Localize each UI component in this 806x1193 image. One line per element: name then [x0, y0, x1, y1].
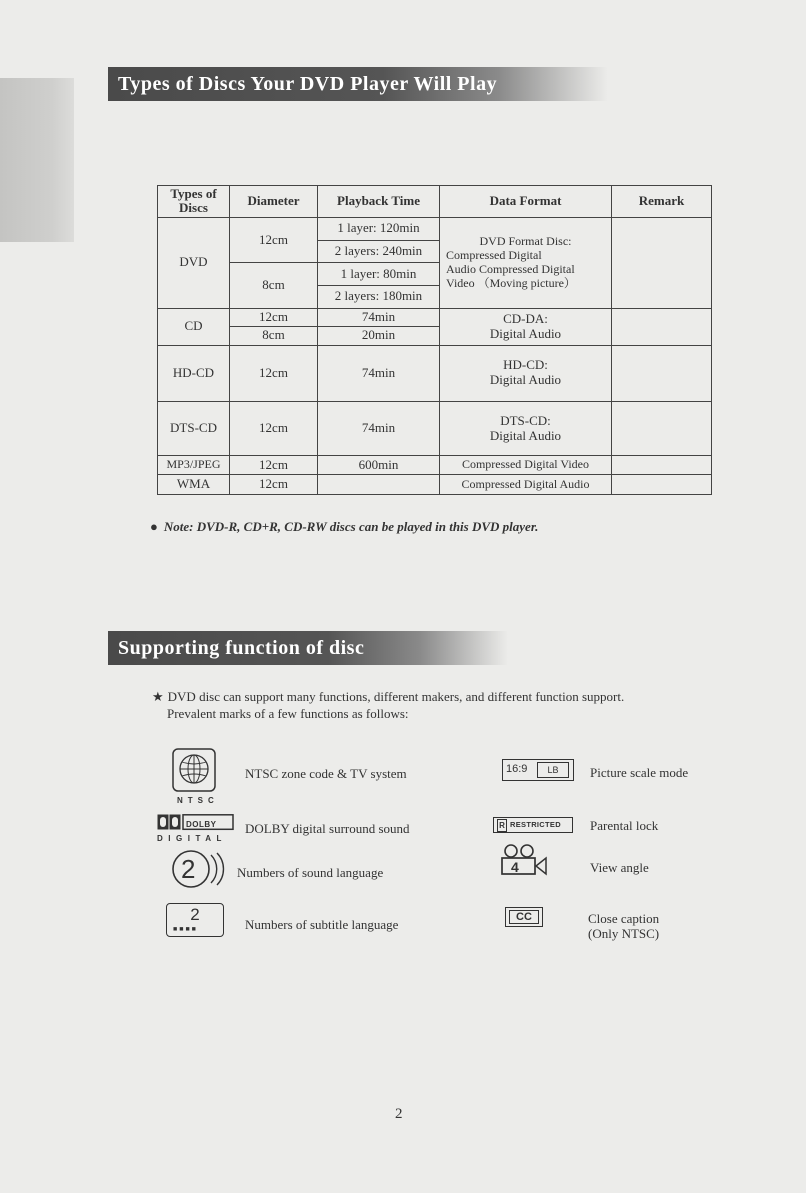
table-row: [158, 345, 712, 402]
cell-wma-format: Compressed Digital Audio: [440, 475, 612, 495]
cell-hdcd-remark: [612, 345, 712, 402]
intro-line-1: DVD disc can support many functions, different makers, and different function support.: [167, 689, 625, 704]
closed-caption-icon-text: CC: [509, 910, 539, 924]
side-tab-marker: [0, 78, 74, 242]
caption-line-1: Close caption: [588, 911, 660, 926]
star-icon: ★: [152, 689, 164, 704]
picture-scale-icon-lb: LB: [537, 762, 569, 778]
cell-dtscd-remark: [612, 402, 712, 456]
section-title-supporting-function: Supporting function of disc: [108, 631, 508, 665]
section-title-disc-types: Types of Discs Your DVD Player Will Play: [108, 67, 608, 101]
dolby-icon-text: DOLBY: [186, 820, 217, 829]
subtitle-dots-icon: ■■■■: [173, 926, 198, 933]
cell-type-wma: WMA: [158, 475, 230, 495]
feature-angle-label: View angle: [590, 860, 649, 875]
caption-line-2: (Only NTSC): [588, 926, 660, 941]
bullet-icon: ●: [150, 519, 158, 534]
cell-cd-time-12: 74min: [318, 308, 440, 327]
cell-hdcd-time: 74min: [318, 345, 440, 402]
intro-line-2: Prevalent marks of a few functions as follows:: [167, 706, 409, 721]
parental-icon-text: RESTRICTED: [510, 820, 561, 829]
dtscd-format-line: Digital Audio: [489, 427, 562, 443]
header-remark: Remark: [612, 186, 712, 218]
cell-cd-12cm: 12cm: [230, 308, 318, 327]
cell-cd-remark: [612, 308, 712, 345]
cell-dvd-12cm: 12cm: [230, 217, 318, 262]
header-data-format: Data Format: [440, 186, 612, 218]
cell-dvd-time-1: 1 layer: 120min: [318, 217, 440, 240]
cell-mp3jpeg-format: Compressed Digital Video: [440, 455, 612, 475]
table-row: [158, 455, 712, 475]
feature-sound-label: Numbers of sound language: [237, 865, 384, 880]
cell-mp3jpeg-remark: [612, 455, 712, 475]
dolby-icon-subtext: DIGITAL: [157, 834, 227, 843]
cell-type-cd: CD: [158, 308, 230, 345]
cell-dvd-remark: [612, 217, 712, 308]
table-row: [158, 475, 712, 495]
ntsc-icon-caption: NTSC: [177, 796, 219, 805]
cell-type-dvd: DVD: [158, 217, 230, 308]
hdcd-format-line: Digital Audio: [489, 372, 562, 388]
playback-note: [150, 519, 538, 535]
subtitle-language-icon: [166, 903, 224, 937]
camera-angle-icon-number: 4: [511, 859, 519, 875]
sound-language-icon: [171, 847, 231, 891]
dvd-format-line: Compressed Digital: [446, 247, 542, 262]
camera-angle-icon: [501, 844, 549, 876]
subtitle-language-icon-number: 2: [190, 905, 200, 924]
cell-wma-diameter: 12cm: [230, 475, 318, 495]
cell-cd-8cm: 8cm: [230, 327, 318, 346]
cell-dtscd-time: 74min: [318, 402, 440, 456]
cell-dtscd-diameter: 12cm: [230, 402, 318, 456]
sound-language-icon-number: 2: [181, 854, 196, 884]
picture-scale-icon-ratio: 16:9: [506, 763, 528, 775]
cell-dvd-time-4: 2 layers: 180min: [318, 285, 440, 308]
feature-ntsc-label: NTSC zone code & TV system: [245, 766, 407, 781]
cell-hdcd-diameter: 12cm: [230, 345, 318, 402]
cell-cd-time-8: 20min: [318, 327, 440, 346]
cell-mp3jpeg-time: 600min: [318, 455, 440, 475]
feature-parental-label: Parental lock: [590, 818, 659, 833]
dtscd-format-line: DTS-CD:: [500, 412, 551, 428]
cell-wma-time: [318, 475, 440, 495]
ntsc-globe-icon: [172, 748, 216, 792]
closed-caption-icon: [505, 907, 543, 927]
cell-type-mp3jpeg: MP3/JPEG: [158, 455, 230, 475]
picture-scale-icon: [502, 759, 574, 781]
cell-type-dtscd: DTS-CD: [158, 402, 230, 456]
cell-dvd-8cm: 8cm: [230, 263, 318, 308]
table-row: [158, 217, 712, 240]
parental-lock-icon: [493, 817, 573, 833]
cd-format-line: CD-DA:: [503, 310, 548, 326]
feature-caption-label: [588, 911, 659, 941]
cell-dvd-time-2: 2 layers: 240min: [318, 240, 440, 263]
cell-type-hdcd: HD-CD: [158, 345, 230, 402]
header-playback-time: Playback Time: [318, 186, 440, 218]
cd-format-line: Digital Audio: [489, 325, 562, 341]
dvd-format-line: Video （Moving picture）: [446, 275, 576, 290]
cell-cd-format: [440, 308, 612, 345]
cell-dtscd-format: [440, 402, 612, 456]
cell-wma-remark: [612, 475, 712, 495]
note-text: Note: DVD-R, CD+R, CD-RW discs can be played in this DVD player.: [163, 519, 539, 534]
dvd-format-line: Audio Compressed Digital: [446, 261, 575, 276]
disc-types-table: [157, 185, 712, 495]
feature-picture-label: Picture scale mode: [590, 765, 689, 780]
header-types: Types of Discs: [158, 186, 230, 218]
cell-hdcd-format: [440, 345, 612, 402]
table-row: [158, 402, 712, 456]
header-diameter: Diameter: [230, 186, 318, 218]
parental-icon-rating: R: [497, 819, 507, 832]
hdcd-format-line: HD-CD:: [503, 357, 548, 373]
table-row: [158, 308, 712, 327]
page-number: 2: [395, 1106, 403, 1122]
feature-subtitle-label: Numbers of subtitle language: [245, 917, 399, 932]
dvd-format-line: DVD Format Disc:: [479, 234, 572, 249]
intro-paragraph: [152, 688, 772, 722]
feature-dolby-label: DOLBY digital surround sound: [245, 821, 410, 836]
table-header-row: [158, 186, 712, 218]
cell-mp3jpeg-diameter: 12cm: [230, 455, 318, 475]
cell-dvd-format: [440, 217, 612, 308]
cell-dvd-time-3: 1 layer: 80min: [318, 263, 440, 286]
